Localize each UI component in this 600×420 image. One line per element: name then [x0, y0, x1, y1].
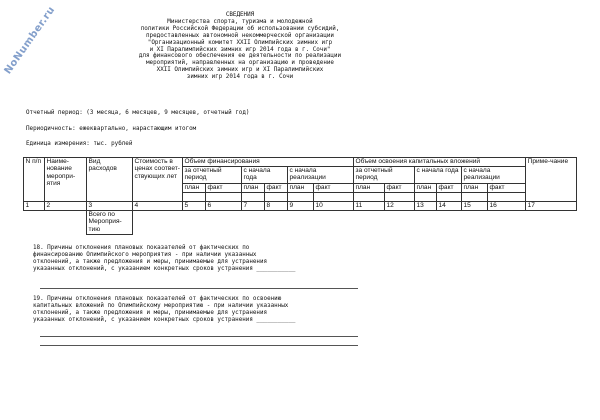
watermark-text: NoNumber.ru: [2, 4, 58, 77]
subheader-period: за отчетный период: [183, 167, 242, 184]
subheader-plan: план: [242, 184, 265, 193]
subheader-plan: план: [183, 184, 206, 193]
header-line: "Организационный комитет XXII Олимпийских зимних игр: [147, 39, 333, 46]
subheader-plan: план: [288, 184, 314, 193]
subheader-fact: факт: [488, 184, 526, 193]
unit-of-measure: Единица измерения: тыс. рублей: [26, 141, 133, 147]
reporting-period: Отчетный период: (3 месяца, 6 месяцев, 9 месяцев, отчетный год): [26, 110, 250, 116]
subheader-implementation: с начала реализации: [288, 167, 354, 184]
column-number: 2: [45, 202, 87, 211]
column-number: 12: [385, 202, 415, 211]
header-line: для финансового обеспечения ее деятельности по реализации: [138, 53, 342, 60]
column-number: 17: [526, 202, 577, 211]
paragraph-19-line: указанных отклонений, с указанием конкретных сроков устранения ___________: [33, 316, 296, 323]
subheader-plan: план: [415, 184, 437, 193]
paragraph-18-line: отклонений, а также предложения и меры, принимаемые для устранения: [33, 258, 268, 265]
subheader-implementation: с начала реализации: [462, 167, 526, 184]
column-number: 8: [265, 202, 288, 211]
report-table: [23, 157, 577, 235]
column-number: 6: [206, 202, 242, 211]
document-header: [40, 12, 440, 81]
fill-in-line: [40, 288, 358, 289]
column-number: 10: [314, 202, 354, 211]
paragraph-19-line: 19. Причины отклонения плановых показателей от фактических по освоению: [33, 296, 282, 302]
subheader-year: с начала года: [242, 167, 288, 184]
column-number: 5: [183, 202, 206, 211]
total-row-label: Всего по Мероприя-тию: [87, 211, 133, 235]
header-title: СВЕДЕНИЯ: [225, 12, 255, 18]
column-number: 7: [242, 202, 265, 211]
header-line: Министерства спорта, туризма и молодежной: [167, 18, 313, 25]
header-col-cost: Стоимость в ценах соответ-ствующих лет: [133, 158, 183, 202]
header-line: политики Российской Федерации об использовании субсидий,: [140, 25, 340, 32]
column-number: 4: [133, 202, 183, 211]
header-col-type: Вид расходов: [87, 158, 133, 202]
reporting-frequency: Периодичность: ежеквартально, нарастающим итогом: [26, 126, 197, 132]
header-col-note: Приме-чание: [526, 158, 577, 202]
column-number: 1: [24, 202, 45, 211]
header-line: зимних игр 2014 года в г. Сочи: [186, 74, 294, 81]
paragraph-19-line: капитальных вложений по Олимпийскому мероприятию - при наличии указанных: [33, 302, 289, 309]
column-number: 13: [415, 202, 437, 211]
paragraph-18-line: финансированию Олимпийского мероприятия - при наличии указанных: [33, 251, 257, 258]
header-line: и XI Паралимпийских зимних игр 2014 года в г. Сочи": [149, 46, 331, 53]
subheader-fact: факт: [265, 184, 288, 193]
subheader-year: с начала года: [415, 167, 462, 184]
subheader-plan: план: [462, 184, 488, 193]
column-number: 14: [437, 202, 462, 211]
paragraph-19-line: отклонений, а также предложения и меры, принимаемые для устранения: [33, 309, 268, 316]
header-col-name: Наиме-нование меропри-ятия: [45, 158, 87, 202]
paragraph-19: [33, 296, 358, 324]
header-group-capital: Объем освоения капитальных вложений: [354, 158, 526, 167]
column-number: 15: [462, 202, 488, 211]
fill-in-line: [40, 336, 358, 337]
paragraph-18-line: указанных отклонений, с указанием конкретных сроков устранения ___________: [33, 265, 296, 272]
subheader-plan: план: [354, 184, 385, 193]
subheader-period: за отчетный период: [354, 167, 415, 184]
column-number: 11: [354, 202, 385, 211]
fill-in-line: [40, 345, 358, 346]
paragraph-18-line: 18. Причины отклонения плановых показателей от фактических по: [33, 245, 250, 251]
paragraph-18: [33, 245, 358, 273]
header-line: XXII Олимпийских зимних игр и XI Паралимпийских: [156, 67, 324, 74]
header-group-financing: Объем финансирования: [183, 158, 354, 167]
column-number: 16: [488, 202, 526, 211]
header-line: мероприятий, направленных на организацию и проведение: [146, 60, 334, 67]
subheader-fact: факт: [314, 184, 354, 193]
column-number: 9: [288, 202, 314, 211]
header-line: предоставленных автономной некоммерческой организации: [146, 32, 334, 39]
column-number: 3: [87, 202, 133, 211]
header-col-no: N п/п: [24, 158, 45, 202]
subheader-fact: факт: [385, 184, 415, 193]
subheader-fact: факт: [437, 184, 462, 193]
subheader-fact: факт: [206, 184, 242, 193]
